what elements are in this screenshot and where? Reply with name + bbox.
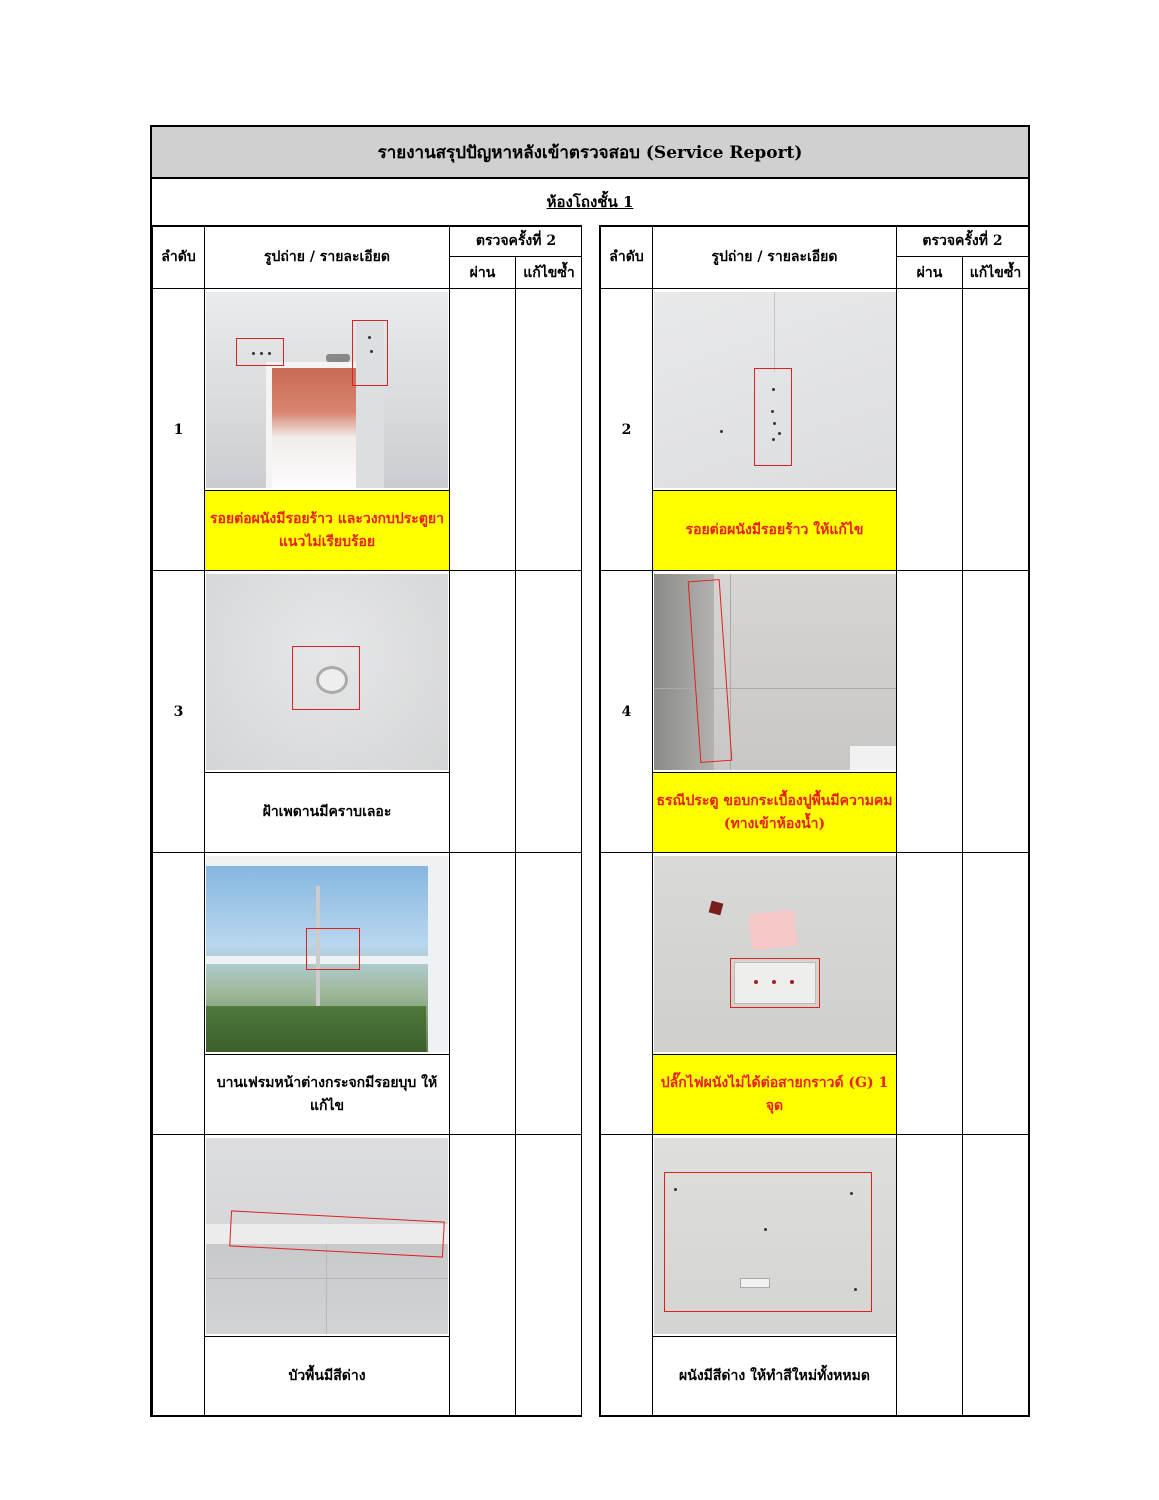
item-description: ฝ้าเพดานมีคราบเลอะ [205,773,450,853]
item-photo [653,571,897,773]
item-photo [205,571,450,773]
pass-cell[interactable] [897,853,963,1135]
item-number: 4 [601,571,653,853]
refix-cell[interactable] [963,289,1029,571]
item-photo [653,1135,897,1337]
item-number [601,1135,653,1416]
item-number [601,853,653,1135]
header-detail: รูปถ่าย / รายละเอียด [205,226,450,289]
item-photo [653,853,897,1055]
refix-cell[interactable] [516,289,583,571]
column-gap [581,225,600,1417]
item-description: ธรณีประตู ขอบกระเบื้องปูพื้นมีความคม (ทางเข้าห้องน้ำ) [653,773,897,853]
pass-cell[interactable] [897,1135,963,1416]
room-label: ห้องโถงชั้น 1 [546,193,634,211]
header-no: ลำดับ [153,226,205,289]
report-title: รายงานสรุปปัญหาหลังเข้าตรวจสอบ (Service Report) [152,127,1028,179]
item-photo [205,1135,450,1337]
pass-cell[interactable] [450,853,516,1135]
header-detail: รูปถ่าย / รายละเอียด [653,226,897,289]
header-refix: แก้ไขซ้ำ [963,257,1029,289]
item-description: บัวพื้นมีสีด่าง [205,1337,450,1416]
pass-cell[interactable] [897,571,963,853]
right-table [600,225,1029,1416]
header-inspection: ตรวจครั้งที่ 2 [897,226,1029,257]
item-number: 1 [153,289,205,571]
header-refix: แก้ไขซ้ำ [516,257,583,289]
room-title [152,179,1028,227]
refix-cell[interactable] [963,853,1029,1135]
item-description: รอยต่อผนังมีรอยร้าว ให้แก้ไข [653,491,897,571]
item-description: รอยต่อผนังมีรอยร้าว และวงกบประตูยาแนวไม่เรียบร้อย [205,491,450,571]
item-number [153,853,205,1135]
item-description: ผนังมีสีด่าง ให้ทำสีใหม่ทั้งหหมด [653,1337,897,1416]
pass-cell[interactable] [450,571,516,853]
item-description: ปลั๊กไฟผนังไม่ได้ต่อสายกราวด์ (G) 1 จุด [653,1055,897,1135]
item-photo [205,853,450,1055]
pass-cell[interactable] [450,289,516,571]
refix-cell[interactable] [516,571,583,853]
header-pass: ผ่าน [897,257,963,289]
refix-cell[interactable] [516,853,583,1135]
item-number: 2 [601,289,653,571]
item-photo [653,289,897,491]
pass-cell[interactable] [450,1135,516,1416]
service-report [150,125,1030,1417]
item-photo [205,289,450,491]
item-description: บานเฟรมหน้าต่างกระจกมีรอยบุบ ให้แก้ไข [205,1055,450,1135]
left-table [152,225,583,1416]
refix-cell[interactable] [963,571,1029,853]
item-number: 3 [153,571,205,853]
pass-cell[interactable] [897,289,963,571]
refix-cell[interactable] [516,1135,583,1416]
header-pass: ผ่าน [450,257,516,289]
item-number [153,1135,205,1416]
header-inspection: ตรวจครั้งที่ 2 [450,226,583,257]
header-no: ลำดับ [601,226,653,289]
refix-cell[interactable] [963,1135,1029,1416]
